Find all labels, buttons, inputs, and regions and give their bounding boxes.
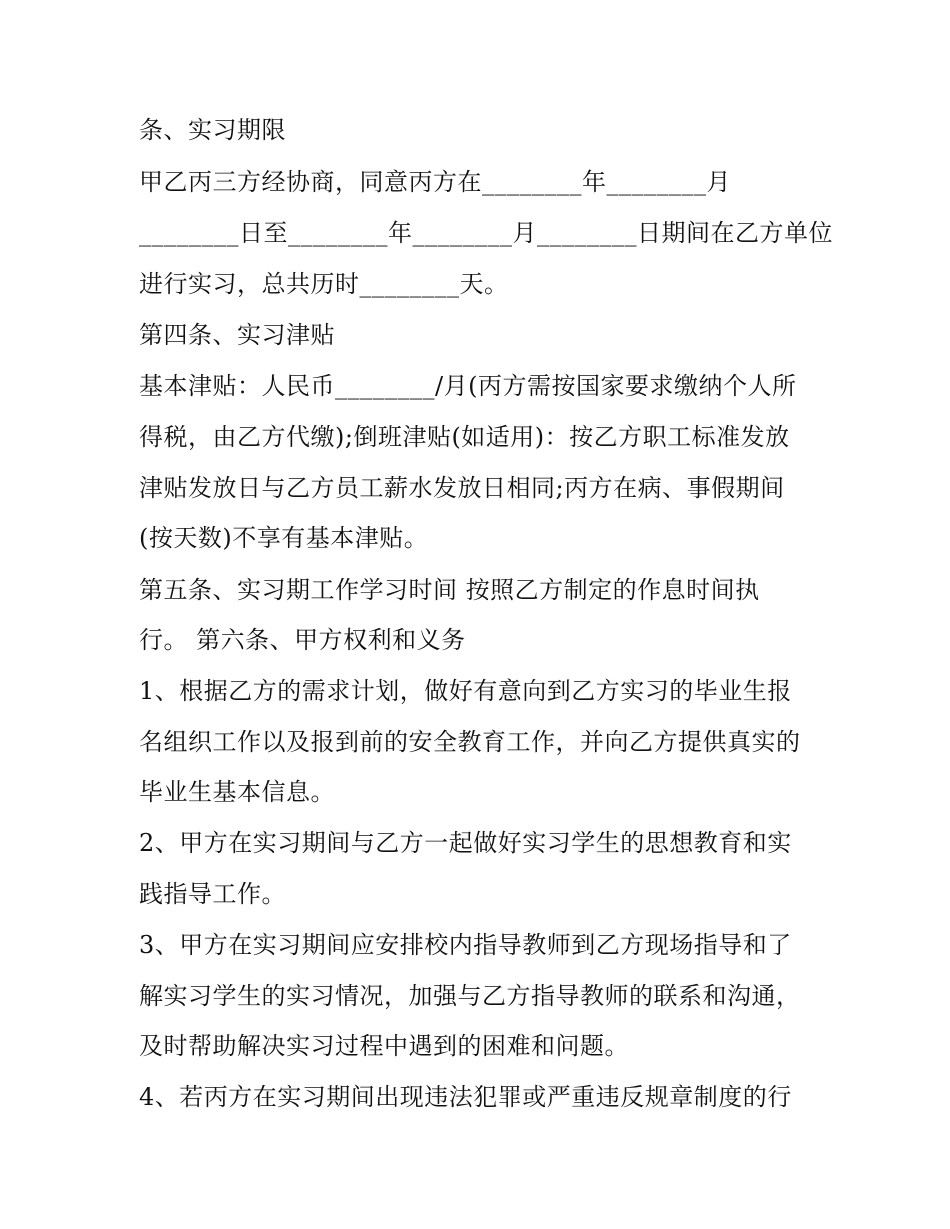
text-line: 第五条、实习期工作学习时间 按照乙方制定的作息时间执	[139, 576, 760, 604]
text-line: 毕业生基本信息。	[139, 778, 335, 806]
text-line: (按天数)不享有基本津贴。	[139, 524, 429, 552]
text-line: 得税，由乙方代缴);倒班津贴(如适用)：按乙方职工标准发放	[139, 423, 790, 451]
text-line: 行。 第六条、甲方权利和义务	[139, 626, 466, 654]
section-heading: 第四条、实习津贴	[139, 321, 335, 349]
text-line: 及时帮助解决实习过程中遇到的困难和问题。	[139, 1032, 629, 1060]
text-line: ________日至________年________月________日期间在乙方单位	[139, 219, 833, 247]
text-line: 条、实习期限	[139, 116, 286, 144]
text-line: 践指导工作。	[139, 880, 286, 908]
text-line: 解实习学生的实习情况，加强与乙方指导教师的联系和沟通，	[139, 982, 801, 1010]
text-line: 2、甲方在实习期间与乙方一起做好实习学生的思想教育和实	[139, 829, 792, 857]
text-line: 3、甲方在实习期间应安排校内指导教师到乙方现场指导和了	[139, 931, 792, 959]
text-line: 名组织工作以及报到前的安全教育工作，并向乙方提供真实的	[139, 728, 801, 756]
text-line: 甲乙丙三方经协商，同意丙方在________年________月	[139, 168, 731, 196]
text-line: 津贴发放日与乙方员工薪水发放日相同;丙方在病、事假期间	[139, 474, 785, 502]
text-line: 4、若丙方在实习期间出现违法犯罪或严重违反规章制度的行	[139, 1083, 792, 1111]
text-line: 基本津贴：人民币________/月(丙方需按国家要求缴纳个人所	[139, 372, 797, 400]
text-line: 进行实习，总共历时________天。	[139, 270, 509, 298]
text-line: 1、根据乙方的需求计划，做好有意向到乙方实习的毕业生报	[139, 677, 792, 705]
